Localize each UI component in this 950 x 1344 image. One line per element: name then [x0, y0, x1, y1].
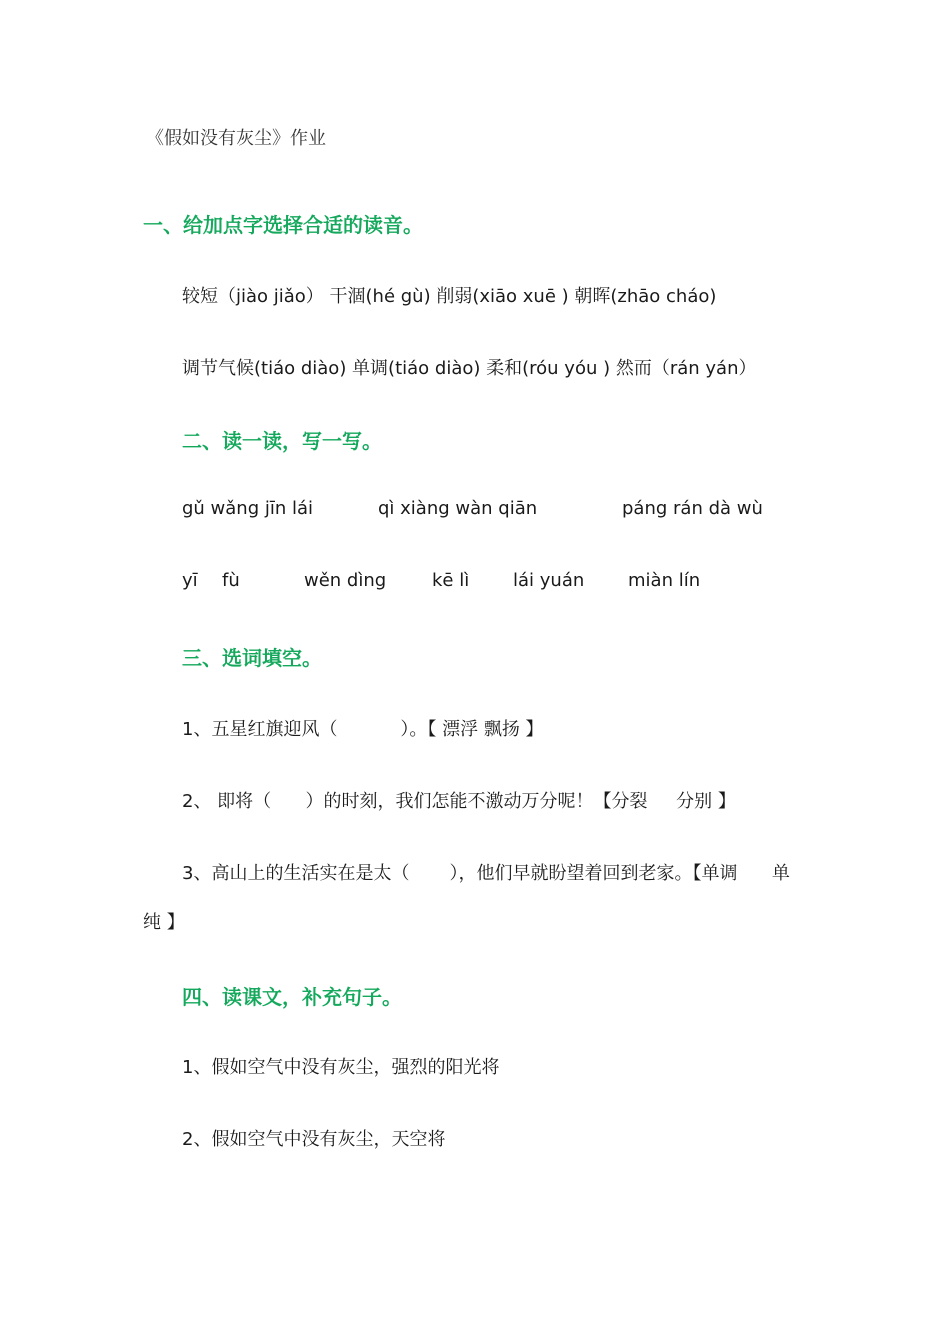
fill-blank-question-1: 1、五星红旗迎风（ ）。【 漂浮 飘扬 】: [182, 719, 544, 740]
section-1-heading: 一、给加点字选择合适的读音。: [143, 213, 423, 237]
fill-blank-question-3: 3、高山上的生活实在是太（ ），他们早就盼望着回到老家。【单调 单: [182, 863, 790, 884]
section-2-heading: 二、读一读，写一写。: [182, 429, 382, 453]
pinyin-item: gǔ wǎng jīn lái: [182, 498, 314, 519]
pinyin-item: lái yuán: [513, 570, 585, 591]
pinyin-item: miàn lín: [628, 570, 701, 591]
pinyin-item: páng rán dà wù: [622, 498, 763, 519]
document-title: 《假如没有灰尘》作业: [146, 128, 326, 149]
pinyin-item: yī: [182, 570, 198, 591]
fill-blank-question-3-continued: 纯 】: [143, 912, 185, 933]
section-1-line-2: 调节气候(tiáo diào) 单调(tiáo diào) 柔和(róu yóu ) 然而（rán yán）: [182, 358, 757, 379]
section-4-heading: 四、读课文，补充句子。: [182, 985, 402, 1009]
sentence-completion-2: 2、假如空气中没有灰尘，天空将: [182, 1129, 446, 1150]
fill-blank-question-2: 2、 即将（ ）的时刻，我们怎能不激动万分呢！【分裂 分别 】: [182, 791, 736, 812]
section-1-line-1: 较短（jiào jiǎo） 干涸(hé gù) 削弱(xiāo xuē ) 朝晖(zhāo cháo): [182, 286, 717, 307]
pinyin-item: wěn dìng: [304, 570, 387, 591]
sentence-completion-1: 1、假如空气中没有灰尘，强烈的阳光将: [182, 1057, 500, 1078]
section-3-heading: 三、选词填空。: [182, 646, 322, 670]
pinyin-item: kē lì: [432, 570, 470, 591]
pinyin-item: fù: [222, 570, 240, 591]
pinyin-item: qì xiàng wàn qiān: [378, 498, 538, 519]
